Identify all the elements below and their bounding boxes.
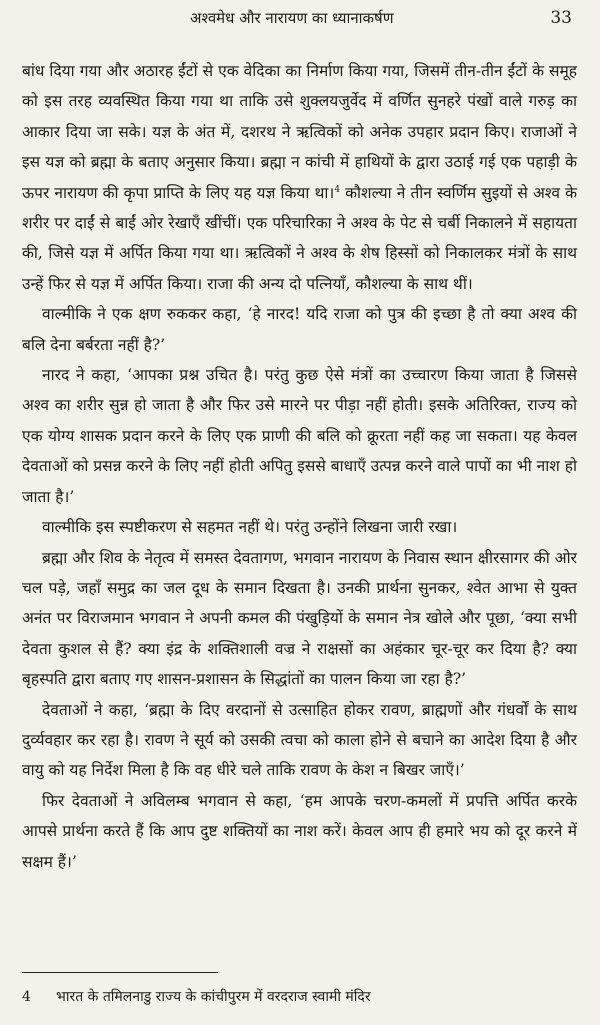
footnote-divider — [22, 972, 218, 973]
paragraph-1-text-after: कौशल्या ने तीन स्वर्णिम सुइयों से अश्व के शरीर पर दाईं से बाईं ओर रेखाएँ खींचीं। एक परिचारिका ने अश्व के पेट से चर्बी निकालने में सहायता की, जिसे यज्ञ में अर्पित किया गया था। ऋत्विकों ने अश्व के शेष हिस्सों को निकालकर मंत्रों के साथ उन्हें फिर से यज्ञ में अर्पित किया। राजा की अन्य दो पत्नियाँ, कौशल्या के साथ थीं। — [22, 183, 577, 293]
paragraph-4: वाल्मीकि इस स्पष्टीकरण से सहमत नहीं थे। परंतु उन्होंने लिखना जारी रखा। — [42, 518, 458, 537]
running-head — [0, 6, 600, 30]
paragraph-2: वाल्मीकि ने एक क्षण रुककर कहा, ‘हे नारद! यदि राजा को पुत्र की इच्छा है तो क्या अश्व की बलि देना बर्बरता नहीं है?’ — [22, 305, 577, 354]
footnote-number: 4 — [22, 989, 31, 1005]
paragraph-6: देवताओं ने कहा, ‘ब्रह्मा के दिए वरदानों से उत्साहित होकर रावण, ब्राह्मणों और गंधर्वों के साथ दुर्व्यवहार कर रहा है। रावण ने सूर्य को उसकी त्वचा को काला होने से बचाने का आदेश दिया है और वायु को यह निर्देश मिला है कि वह धीरे चले ताकि रावण के केश न बिखर जाएँ।’ — [22, 700, 577, 780]
paragraph-5: ब्रह्मा और शिव के नेतृत्व में समस्त देवतागण, भगवान नारायण के निवास स्थान क्षीरसागर की ओर चल पड़े, जहाँ समुद्र का जल दूध के समान दिखता है। उनकी प्रार्थना सुनकर, श्वेत आभा से युक्त अनंत पर विराजमान भगवान ने अपनी कमल की पंखुड़ियों के समान नेत्र खोले और पूछा, ‘क्या सभी देवता कुशल से हैं? क्या इंद्र के शक्तिशाली वज्र ने राक्षसों का अहंकार चूर-चूर कर दिया है? क्या बृहस्पति द्वारा बताए गए शासन-प्रशासन के सिद्धांतों का पालन किया जा रहा है?’ — [22, 548, 577, 689]
body-text — [22, 56, 577, 877]
paragraph-3: नारद ने कहा, ‘आपका प्रश्न उचित है। परंतु कुछ ऐसे मंत्रों का उच्चारण किया जाता है जिससे अश्व का शरीर सुन्न हो जाता है और फिर उसे मारने पर पीड़ा नहीं होती। इसके अतिरिक्त, राज्य को एक योग्य शासक प्रदान करने के लिए एक प्राणी की बलि को क्रूरता नहीं कह जा सकता। यह केवल देवताओं को प्रसन्न करने के लिए नहीं होती अपितु इससे बाधाएँ उत्पन्न करने वाले पापों का भी नाश हो जाता है।’ — [22, 366, 577, 506]
chapter-title: अश्वमेध और नारायण का ध्यानाकर्षण — [190, 9, 394, 27]
footnote — [22, 986, 577, 1008]
page-number: 33 — [550, 8, 572, 28]
footnote-ref-4: 4 — [334, 184, 341, 195]
footnote-text: भारत के तमिलनाडु राज्य के कांचीपुरम में वरदराज स्वामी मंदिर — [56, 989, 371, 1005]
paragraph-1 — [22, 56, 577, 299]
paragraph-1-text-before: बांध दिया गया और अठारह ईंटों से एक वेदिका का निर्माण किया गया, जिसमें तीन-तीन ईंटों के समूह को इस तरह व्यवस्थित किया गया था ताकि उसे शुक्लयजुर्वेद में वर्णित सुनहरे पंखों वाले गरुड़ का आकार दिया जा सके। यज्ञ के अंत में, दशरथ ने ऋत्विकों को अनेक उपहार प्रदान किए। राजाओं ने इस यज्ञ को ब्रह्मा के बताए अनुसार किया। ब्रह्मा न कांची में हाथियों के द्वारा उठाई गई एक पहाड़ी के ऊपर नारायण की कृपा प्राप्ति के लिए यह यज्ञ किया था। — [22, 62, 577, 202]
paragraph-7: फिर देवताओं ने अविलम्ब भगवान से कहा, ‘हम आपके चरण-कमलों में प्रपत्ति अर्पित करके आपसे प्रार्थना करते हैं कि आप दुष्ट शक्तियों का नाश करें। केवल आप ही हमारे भय को दूर करने में सक्षम हैं।’ — [22, 791, 577, 871]
